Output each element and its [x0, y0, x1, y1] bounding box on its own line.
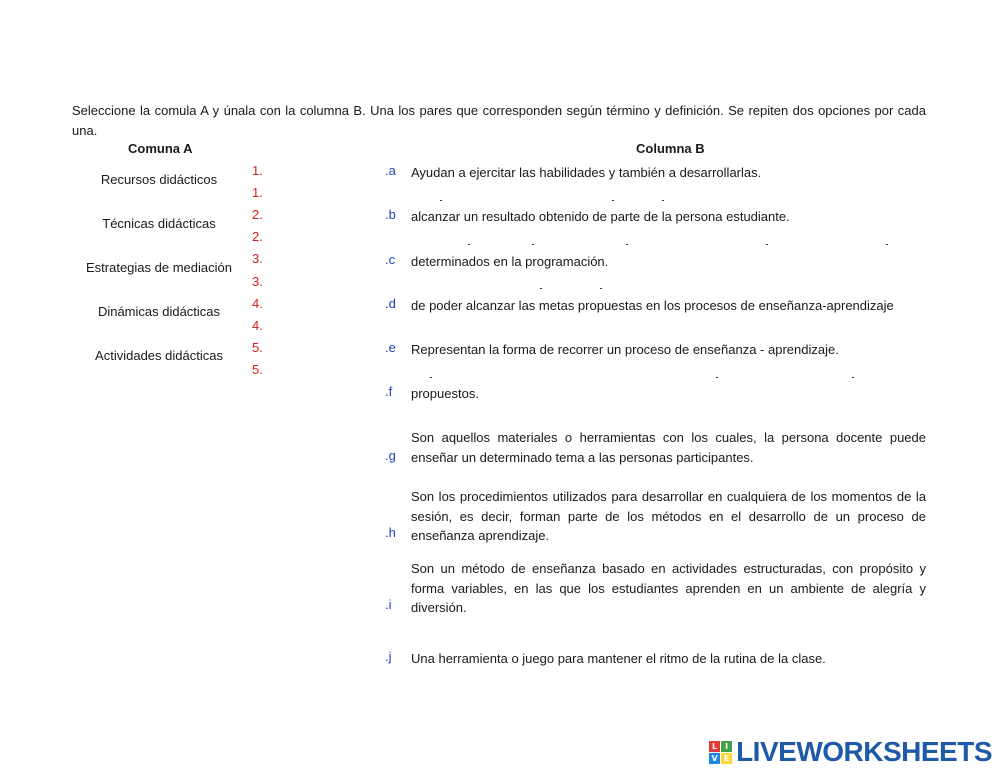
- term-estrategias-de-mediacion: Estrategias de mediación: [86, 260, 232, 275]
- clipped-text-mark: [612, 200, 614, 201]
- logo-cell: I: [721, 741, 732, 752]
- option-letter-g[interactable]: .g: [385, 448, 396, 463]
- answer-slot-2b[interactable]: 2.: [252, 229, 263, 244]
- option-letter-j[interactable]: .j: [385, 649, 392, 664]
- liveworksheets-brand: [709, 738, 992, 766]
- clipped-text-mark: [852, 377, 854, 378]
- clipped-text-mark: [716, 377, 718, 378]
- definition-h: Son los procedimientos utilizados para desarrollar en cualquiera de los momentos de la sesión, es decir, forman parte de los métodos en el desarrollo de un proceso de enseñanza aprendizaje.: [411, 489, 926, 543]
- liveworksheets-wordmark: LIVEWORKSHEETS: [736, 736, 992, 767]
- definition-b: alcanzar un resultado obtenido de parte de la persona estudiante.: [411, 209, 790, 224]
- answer-slot-5b[interactable]: 5.: [252, 362, 263, 377]
- option-letter-e[interactable]: .e: [385, 340, 396, 355]
- answer-slot-1b[interactable]: 1.: [252, 185, 263, 200]
- logo-cell: E: [721, 753, 732, 764]
- answer-slot-4a[interactable]: 4.: [252, 296, 263, 311]
- column-a-header: Comuna A: [128, 141, 193, 156]
- clipped-text-mark: [600, 288, 602, 289]
- clipped-text-mark: [626, 244, 628, 245]
- clipped-text-mark: [766, 244, 768, 245]
- clipped-text-mark: [540, 288, 542, 289]
- column-b-header: Columna B: [636, 141, 705, 156]
- answer-slot-5a[interactable]: 5.: [252, 340, 263, 355]
- definition-g: Son aquellos materiales o herramientas con los cuales, la persona docente puede enseñar un determinado tema a las personas participantes.: [411, 430, 926, 465]
- definition-a: Ayudan a ejercitar las habilidades y también a desarrollarlas.: [411, 165, 762, 180]
- definition-e: Representan la forma de recorrer un proceso de enseñanza - aprendizaje.: [411, 342, 839, 357]
- option-letter-i[interactable]: .i: [385, 597, 392, 612]
- definition-f: propuestos.: [411, 386, 479, 401]
- liveworksheets-logo-icon: [709, 741, 732, 764]
- answer-slot-4b[interactable]: 4.: [252, 318, 263, 333]
- term-dinamicas-didacticas: Dinámicas didácticas: [97, 304, 221, 319]
- term-tecnicas-didacticas: Técnicas didácticas: [102, 216, 216, 231]
- option-letter-b[interactable]: .b: [385, 207, 396, 222]
- answer-slot-3b[interactable]: 3.: [252, 274, 263, 289]
- option-letter-h[interactable]: .h: [385, 525, 396, 540]
- term-actividades-didacticas: Actividades didácticas: [95, 348, 223, 363]
- definition-j: Una herramienta o juego para mantener el ritmo de la rutina de la clase.: [411, 651, 826, 666]
- option-letter-c[interactable]: .c: [385, 252, 396, 267]
- option-letter-d[interactable]: .d: [385, 296, 396, 311]
- definition-c: determinados en la programación.: [411, 254, 609, 269]
- definition-i: Son un método de enseñanza basado en actividades estructuradas, con propósito y forma variables, en las que los estudiantes aprenden en un ambiente de alegría y diversión.: [411, 561, 926, 615]
- clipped-text-mark: [532, 244, 534, 245]
- clipped-text-mark: [430, 377, 432, 378]
- answer-slot-1a[interactable]: 1.: [252, 163, 263, 178]
- term-recursos-didacticos: Recursos didácticos: [100, 172, 218, 187]
- clipped-text-mark: [468, 244, 470, 245]
- clipped-text-mark: [662, 200, 664, 201]
- answer-slot-3a[interactable]: 3.: [252, 251, 263, 266]
- option-letter-f[interactable]: .f: [385, 384, 393, 399]
- logo-cell: V: [709, 753, 720, 764]
- logo-cell: L: [709, 741, 720, 752]
- definition-d: de poder alcanzar las metas propuestas en los procesos de enseñanza-aprendizaje: [411, 298, 894, 313]
- clipped-text-mark: [440, 200, 442, 201]
- option-letter-a[interactable]: .a: [385, 163, 396, 178]
- instructions-text: Seleccione la comula A y únala con la columna B. Una los pares que corresponden según término y definición. Se repiten dos opciones por cada una.: [72, 103, 926, 138]
- clipped-text-mark: [886, 244, 888, 245]
- answer-slot-2a[interactable]: 2.: [252, 207, 263, 222]
